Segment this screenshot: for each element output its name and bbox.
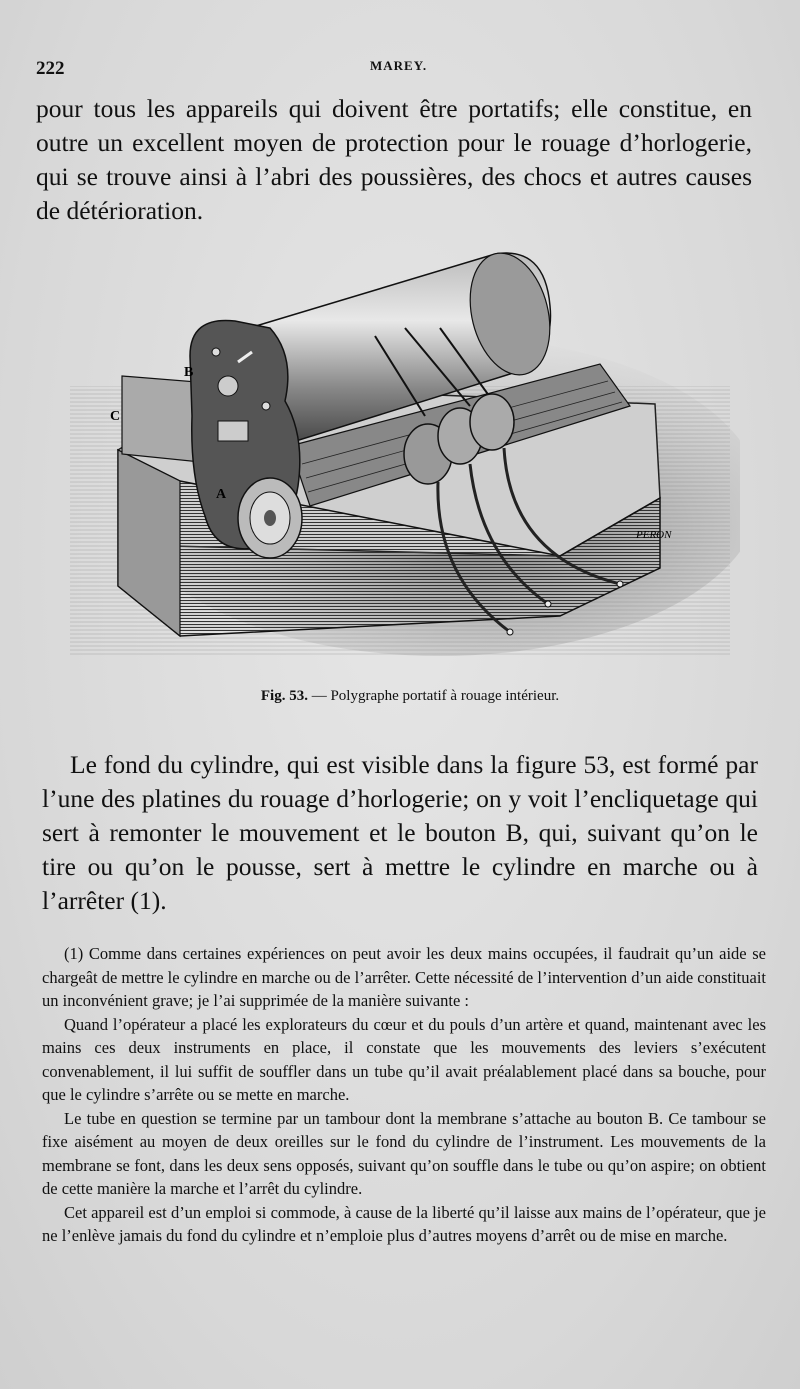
body-paragraph-1: pour tous les appareils qui doivent être portatifs; elle constitue, en outre un excellent moyen de protection pour le rouage d’horlogerie, qui se trouve ainsi à l’abri des poussières, des chocs et autres causes de détérioration. bbox=[36, 94, 752, 225]
spring-barrel bbox=[238, 478, 302, 558]
caption-label: Fig. 53. bbox=[260, 688, 308, 704]
label-a: A bbox=[216, 487, 227, 502]
footnote bbox=[42, 942, 766, 1248]
engraver-signature: PERON bbox=[636, 529, 672, 541]
footnote-paragraph-4: Cet appareil est d’un emploi si commode, à cause de la liberté qu’il laisse aux mains de l’opérateur, que je ne l’enlève jamais du fond du cylindre et n’emploie plus d’autres moyens d’arrêt ou de mise en marche. bbox=[42, 1202, 766, 1245]
button-b bbox=[218, 376, 238, 396]
footnote-paragraph-1: (1) Comme dans certaines expériences on peut avoir les deux mains occupées, il faudrait qu’un aide se chargeât de mettre le cylindre en marche ou de l’arrêter. Cette nécessité de l’intervention d’un aide constituait un inconvénient grave; je l’ai supprimée de la manière suivante : bbox=[42, 944, 767, 1010]
footnote-paragraph-3: Le tube en question se termine par un tambour dont la membrane s’attache au bouton B. Ce tambour se fixe aisément au moyen de deux oreilles sur le fond du cylindre de l’instrument. Les mouvements de la membrane se font, dans les deux sens opposés, suivant qu’on souffle dans le tube ou qu’on aspire; on obtient de cette manière la marche et l’arrêt du cylindre. bbox=[42, 1108, 766, 1198]
running-head bbox=[36, 58, 766, 86]
label-b: B bbox=[184, 365, 194, 380]
running-title: MAREY. bbox=[370, 58, 428, 73]
ratchet-mechanism bbox=[218, 421, 248, 441]
footnote-paragraph-2: Quand l’opérateur a placé les explorateurs du cœur et du pouls d’un artère et quand, maintenant avec les mains ces deux instruments en place, il constate que les mouvements des leviers s’exécutent convenablement, il lui suffit de souffler dans un tube qu’il avait préalablement placé dans sa bouche, pour que le cylindre s’arrête ou se mette en marche. bbox=[42, 1014, 766, 1104]
polygraph-illustration bbox=[40, 236, 740, 676]
label-c: C bbox=[110, 409, 121, 424]
figure-53-engraving bbox=[40, 236, 740, 676]
body-paragraph-2: Le fond du cylindre, qui est visible dans la figure 53, est formé par l’une des platines du rouage d’horlogerie; on y voit l’encliquetage qui sert à remonter le mouvement et le bouton B, qui, suivant qu’on le tire ou qu’on le pousse, sert à mettre le cylindre en marche ou à l’arrêter (1). bbox=[42, 750, 758, 915]
figure-caption bbox=[0, 688, 800, 705]
caption-text: — Polygraphe portatif à rouage intérieur. bbox=[311, 688, 560, 704]
page-number: 222 bbox=[36, 58, 65, 79]
